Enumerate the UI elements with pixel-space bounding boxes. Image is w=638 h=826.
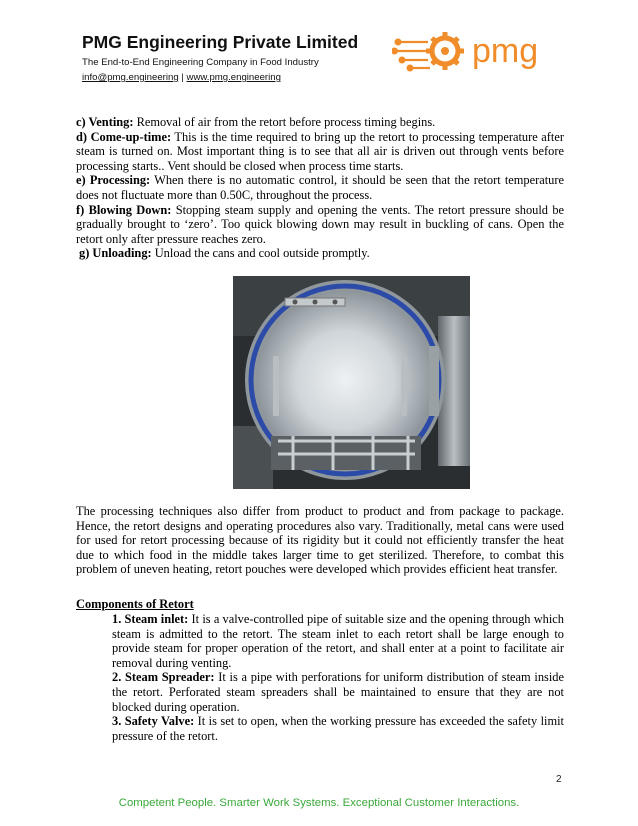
circuit-lines-icon <box>392 40 430 71</box>
component-safety-valve: 3. Safety Valve: It is set to open, when the working pressure has exceeded the safety limit pressure of the retort. <box>112 714 565 743</box>
retort-photo <box>233 276 470 489</box>
components-heading: Components of Retort <box>76 597 194 611</box>
components-list <box>112 612 564 743</box>
step-processing: e) Processing: When there is no automatic control, it should be seen that the retort temperature does not fluctuate more than 0.50C, throughout the process. <box>76 173 564 202</box>
gear-icon <box>426 32 464 70</box>
body-paragraph <box>76 504 564 577</box>
contact-links <box>82 72 281 83</box>
logo-wordmark: pmg <box>472 32 539 70</box>
footer-tagline: Competent People. Smarter Work Systems. Exceptional Customer Interactions. <box>118 797 520 809</box>
component-steam-spreader: 2. Steam Spreader: It is a pipe with perforations for uniform distribution of steam inside the retort. Perforated steam spreaders shall be maintained to ensure that they are not blocked during operation. <box>112 670 564 714</box>
page-number: 2 <box>556 774 562 785</box>
step-venting: c) Venting: Removal of air from the retort before process timing begins. <box>76 115 436 129</box>
link-separator: | <box>181 72 184 83</box>
step-come-up-time: d) Come-up-time: This is the time required to bring up the retort to processing temperature after steam is turned on. Most important thing is to see that all air is driven out through vents before processing starts.. Vent should be closed when process time starts. <box>76 129 564 173</box>
company-name: PMG Engineering Private Limited <box>82 32 359 52</box>
step-unloading: g) Unloading: Unload the cans and cool outside promptly. <box>79 246 370 261</box>
retort-steps <box>76 115 564 261</box>
pmg-logo <box>392 24 562 80</box>
company-tagline: The End-to-End Engineering Company in Food Industry <box>82 57 319 68</box>
email-link[interactable]: info@pmg.engineering <box>82 72 179 83</box>
website-link[interactable]: www.pmg.engineering <box>186 72 281 83</box>
step-blowing-down: f) Blowing Down: Stopping steam supply and opening the vents. The retort pressure should be gradually brought to ‘zero’. Too quick blowing down may result in buckling of cans. Open the retort only after pressure reaches zero. <box>76 202 565 246</box>
processing-paragraph: The processing techniques also differ from product to product and from package to package. Hence, the retort designs and operating procedures also vary. Traditionally, metal cans were used for used for retort processing because of its rigidity but it could not efficiently transfer the heat due to which food in the middle takes larger time to get sterilized. Therefore, to combat this problem of uneven heating, retort pouches were developed which provides efficient heat transfer. <box>76 504 564 577</box>
component-steam-inlet: 1. Steam inlet: It is a valve-controlled pipe of suitable size and the opening through which steam is admitted to the retort. The steam inlet to each retort shall be large enough to provide steam for proper operation of the retort, and shall enter at a point to facilitate air removal during venting. <box>112 612 564 670</box>
